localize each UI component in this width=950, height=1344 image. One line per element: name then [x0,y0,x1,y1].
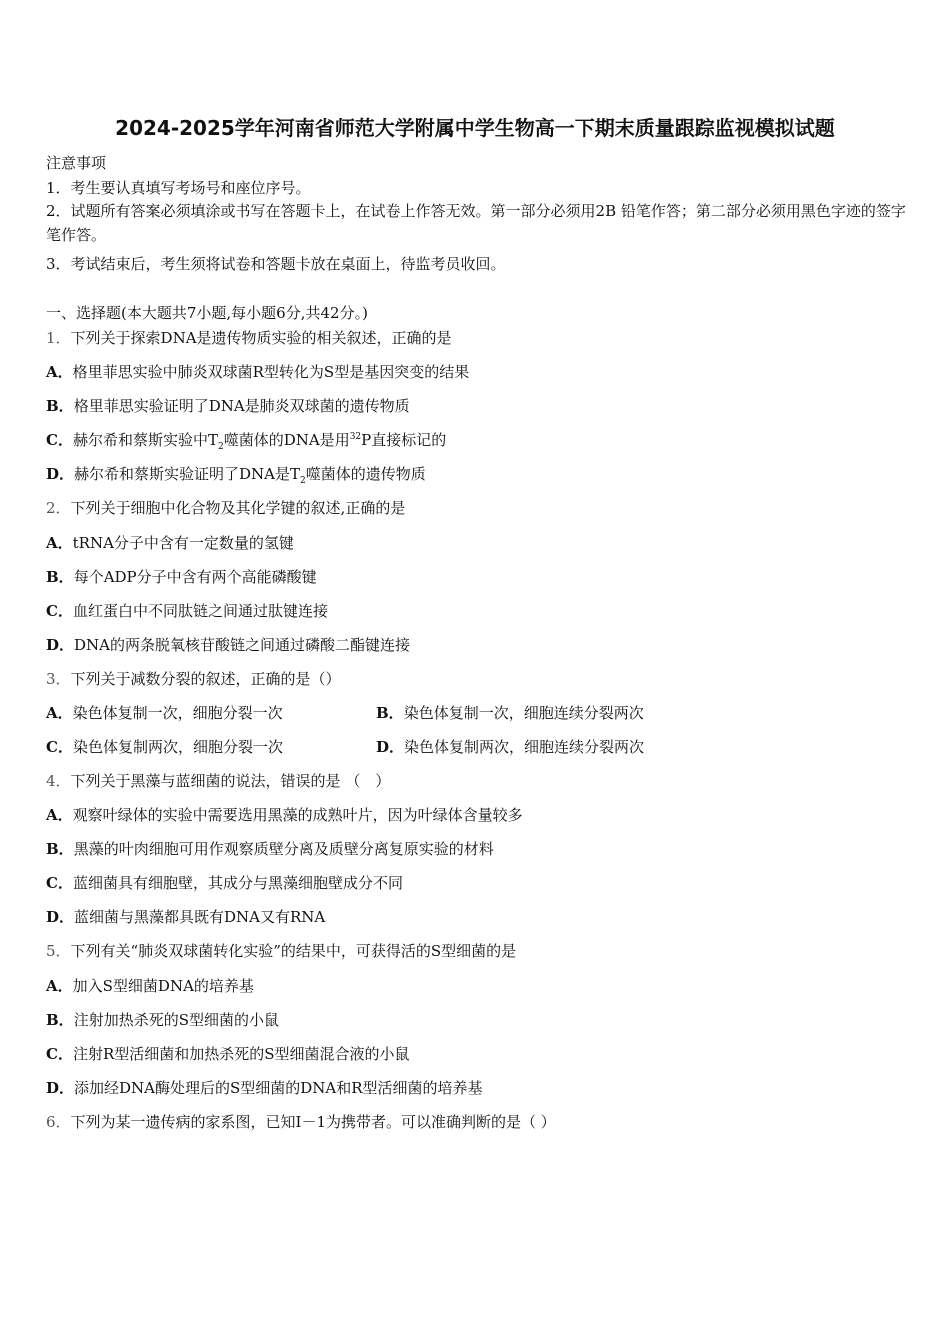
option-label: C． [46,1045,73,1063]
question-number: 1． [46,329,71,347]
q3-option-c [46,736,283,757]
q2-option-d [46,634,410,655]
option-label: D． [46,1079,75,1097]
option-text-part: 噬菌体的遗传物质 [305,465,426,483]
notice-item-1: 1．考生要认真填写考场号和座位序号。 [46,179,311,197]
question-number: 5． [46,942,71,960]
q2-option-c [46,600,328,621]
q1-option-a [46,361,469,382]
question-3 [46,668,341,689]
option-text: 血红蛋白中不同肽链之间通过肽键连接 [72,602,328,620]
question-stem: 下列关于减数分裂的叙述，正确的是（） [70,670,341,688]
question-5 [46,940,516,961]
option-text: 染色体复制一次，细胞分裂一次 [72,704,283,722]
subscript: 2 [300,476,306,486]
option-text: 蓝细菌与黑藻都具既有DNA又有RNA [74,908,326,926]
option-label: A． [46,363,73,381]
option-text: tRNA分子中含有一定数量的氢键 [72,534,294,552]
q1-option-c [46,429,446,452]
question-number: 3． [46,670,71,688]
q4-option-a [46,804,523,825]
question-number: 4． [46,772,71,790]
q3-option-d [376,736,644,757]
option-label: A． [46,534,73,552]
notice-item-3: 3．考试结束后，考生须将试卷和答题卡放在桌面上，待监考员收回。 [46,255,506,273]
question-number: 2． [46,499,71,517]
option-label: A． [46,977,73,995]
option-label: D． [46,908,75,926]
option-text: DNA的两条脱氧核苷酸链之间通过磷酸二酯键连接 [74,636,411,654]
option-text: 染色体复制两次，细胞连续分裂两次 [404,738,645,756]
option-text: 注射R型活细菌和加热杀死的S型细菌混合液的小鼠 [72,1045,410,1063]
subscript: 2 [217,442,224,452]
notice-heading: 注意事项 [46,154,107,172]
option-label: A． [46,806,73,824]
section-heading: 一、选择题(本大题共7小题,每小题6分,共42分。) [46,304,368,322]
option-label: B． [46,568,74,586]
option-label: B． [46,1011,74,1029]
q2-option-a [46,532,294,553]
option-label: C． [46,874,73,892]
option-label: D． [376,738,405,756]
q5-option-a [46,975,254,996]
question-stem: 下列为某一遗传病的家系图，已知Ⅰ－1为携带者。可以准确判断的是（ ） [70,1113,556,1131]
option-text: 注射加热杀死的S型细菌的小鼠 [73,1011,279,1029]
option-text: 染色体复制两次，细胞分裂一次 [72,738,283,756]
q2-option-b [46,566,317,587]
question-6 [46,1111,556,1132]
question-stem: 下列关于黑藻与蓝细菌的说法，错误的是 （ ） [70,772,391,790]
option-text: 添加经DNA酶处理后的S型细菌的DNA和R型活细菌的培养基 [74,1079,483,1097]
superscript: 32 [349,432,362,442]
option-text-part: 赫尔希和蔡斯实验中T [72,431,218,449]
option-label: B． [46,840,74,858]
notice-item-2: 2．试题所有答案必须填涂或书写在答题卡上，在试卷上作答无效。第一部分必须用2B 铅笔作答；第二部分必须用黑色字迹的签字笔作答。 [46,202,906,244]
q3-option-b [376,702,644,723]
option-text: 格里菲思实验中肺炎双球菌R型转化为S型是基因突变的结果 [72,363,470,381]
question-4 [46,770,390,791]
q4-option-d [46,906,325,927]
option-text: 每个ADP分子中含有两个高能磷酸键 [73,568,317,586]
q3-option-a [46,702,283,723]
question-number: 6． [46,1113,71,1131]
option-text-part: P直接标记的 [361,431,447,449]
page-title: 2024-2025学年河南省师范大学附属中学生物高一下期末质量跟踪监视模拟试题 [115,116,835,140]
option-label: B． [376,704,404,722]
q1-option-b [46,395,410,416]
question-stem: 下列关于探索DNA是遗传物质实验的相关叙述，正确的是 [70,329,452,347]
option-text: 蓝细菌具有细胞壁，其成分与黑藻细胞壁成分不同 [72,874,403,892]
q5-option-d [46,1077,483,1098]
q1-option-d [46,463,426,486]
question-stem: 下列有关“肺炎双球菌转化实验”的结果中，可获得活的S型细菌的是 [70,942,517,960]
option-label: C． [46,602,73,620]
question-2 [46,497,405,518]
option-text: 黑藻的叶肉细胞可用作观察质壁分离及质壁分离复原实验的材料 [73,840,494,858]
option-text: 观察叶绿体的实验中需要选用黑藻的成熟叶片，因为叶绿体含量较多 [72,806,523,824]
option-text-part: 赫尔希和蔡斯实验证明了DNA是T [74,465,301,483]
question-1 [46,327,452,348]
q5-option-c [46,1043,410,1064]
question-stem: 下列关于细胞中化合物及其化学键的叙述,正确的是 [70,499,406,517]
option-text: 格里菲思实验证明了DNA是肺炎双球菌的遗传物质 [73,397,410,415]
option-label: C． [46,738,73,756]
q4-option-b [46,838,494,859]
option-label: A． [46,704,73,722]
q4-option-c [46,872,403,893]
option-label: B． [46,397,74,415]
option-label: C． [46,431,73,449]
option-text: 染色体复制一次，细胞连续分裂两次 [403,704,644,722]
option-text: 加入S型细菌DNA的培养基 [72,977,254,995]
q5-option-b [46,1009,279,1030]
option-label: D． [46,636,75,654]
option-text-part: 噬菌体的DNA是用 [223,431,350,449]
option-label: D． [46,465,75,483]
